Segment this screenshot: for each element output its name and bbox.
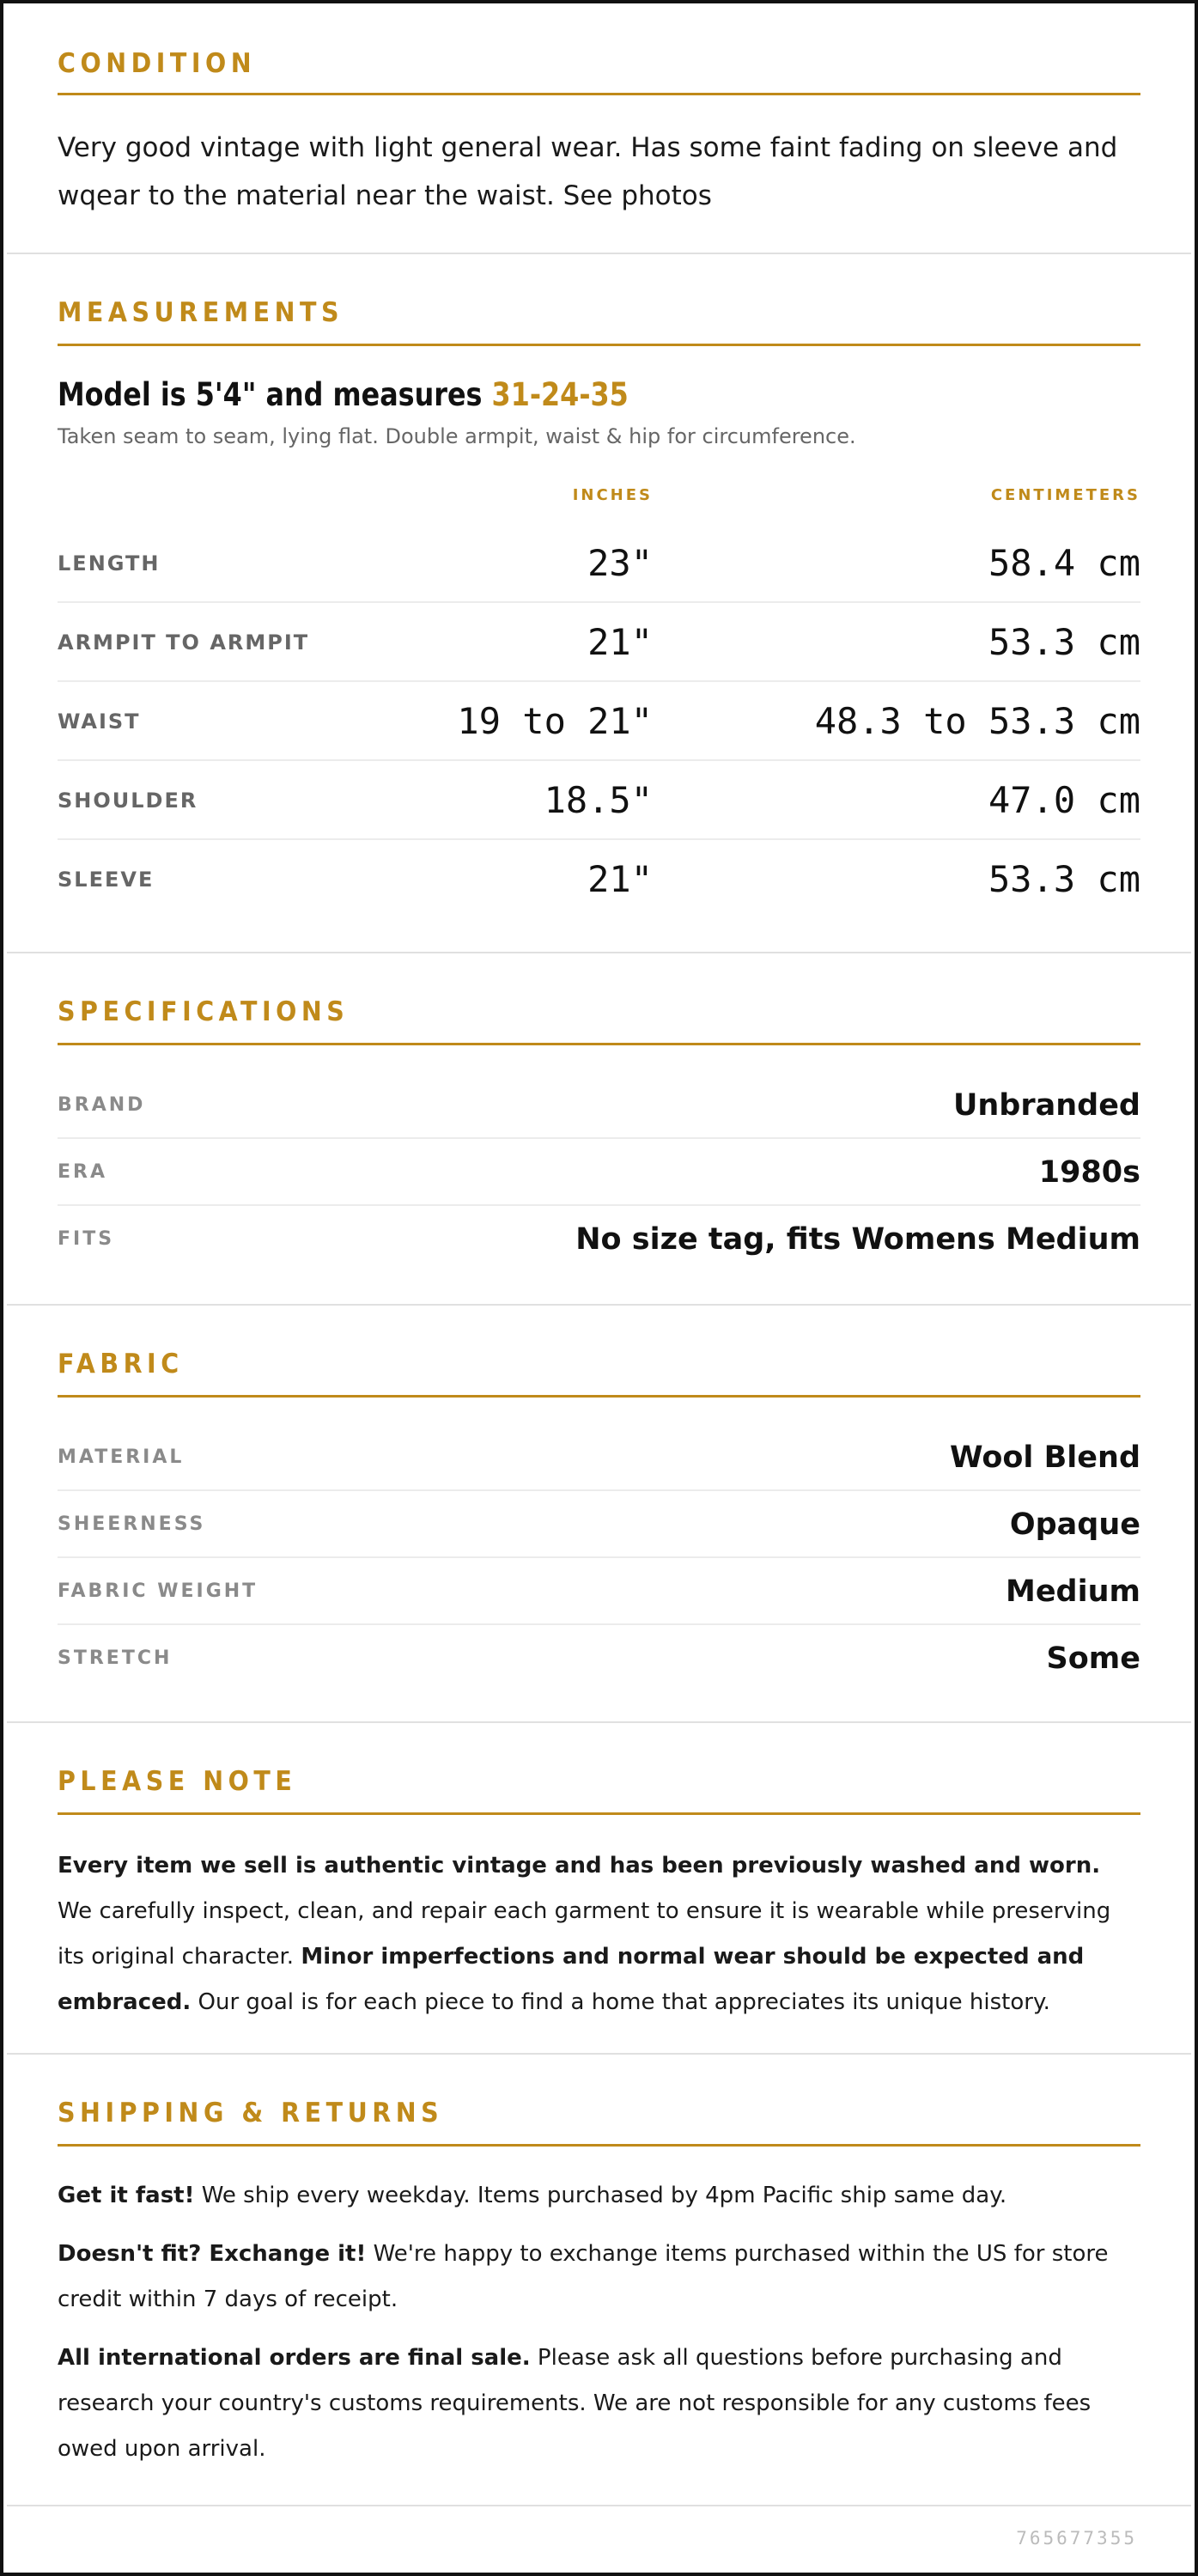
measurement-cm: 53.3 cm (988, 621, 1140, 663)
measurements-rule (58, 344, 1140, 346)
centimeters-column-header: CENTIMETERS (990, 486, 1140, 504)
shipping-international-paragraph (58, 2335, 1140, 2472)
fabric-label: MATERIAL (58, 1446, 185, 1468)
shipping-rule (58, 2144, 1140, 2147)
fabric-value: Medium (1005, 1574, 1140, 1609)
specifications-title: SPECIFICATIONS (58, 996, 350, 1027)
measurement-label: LENGTH (58, 551, 161, 575)
measurement-cm: 53.3 cm (988, 858, 1140, 900)
fabric-label: FABRIC WEIGHT (58, 1580, 258, 1602)
measurement-row-waist (58, 682, 1140, 761)
measurement-inches: 23" (587, 542, 653, 584)
fabric-rule (58, 1395, 1140, 1398)
shipping-fast-paragraph (58, 2173, 1140, 2219)
item-id: 765677355 (1016, 2528, 1137, 2549)
please-note-title: PLEASE NOTE (58, 1766, 297, 1797)
fabric-value: Wool Blend (949, 1440, 1140, 1475)
spec-row-brand (58, 1072, 1140, 1139)
fabric-section (7, 1306, 1191, 1723)
inches-column-header: INCHES (572, 486, 653, 504)
spec-label: FITS (58, 1228, 115, 1250)
spec-value: 1980s (1038, 1155, 1140, 1190)
fabric-value: Some (1046, 1641, 1140, 1676)
model-measurements (58, 376, 629, 413)
measurement-inches: 21" (587, 858, 653, 900)
specifications-rule (58, 1043, 1140, 1045)
measurement-inches: 19 to 21" (457, 700, 653, 742)
spec-label: ERA (58, 1161, 107, 1183)
measurement-label: SLEEVE (58, 868, 155, 892)
spec-value: No size tag, fits Womens Medium (575, 1222, 1140, 1257)
measurement-note: Taken seam to seam, lying flat. Double armpit, waist & hip for circumference. (58, 424, 856, 448)
please-note-section (7, 1723, 1191, 2055)
measurement-row-length (58, 524, 1140, 603)
shipping-exchange-text: We're happy to exchange items purchased within the US for store credit within 7 days of receipt. (58, 2241, 1109, 2312)
fabric-title: FABRIC (58, 1349, 184, 1379)
measurement-row-shoulder (58, 761, 1140, 840)
fabric-row-weight (58, 1558, 1140, 1625)
measurement-label: SHOULDER (58, 789, 198, 813)
measurements-title: MEASUREMENTS (58, 297, 344, 328)
fabric-row-sheerness (58, 1491, 1140, 1558)
measurement-label: ARMPIT TO ARMPIT (58, 630, 310, 655)
model-measure-value: 31-24-35 (491, 376, 629, 413)
shipping-exchange-bold: Doesn't fit? Exchange it! (58, 2241, 367, 2267)
measurements-section (7, 254, 1191, 953)
measurement-cm: 47.0 cm (988, 779, 1140, 821)
fabric-value: Opaque (1009, 1507, 1140, 1542)
condition-section (7, 3, 1191, 254)
measurement-cm: 48.3 to 53.3 cm (814, 700, 1140, 742)
spec-label: BRAND (58, 1094, 146, 1116)
shipping-fast-text: We ship every weekday. Items purchased by 4pm Pacific ship same day. (194, 2183, 1007, 2208)
shipping-section (7, 2055, 1191, 2506)
please-note-text (58, 1843, 1140, 2025)
measurement-inches: 18.5" (544, 779, 653, 821)
fabric-label: SHEERNESS (58, 1513, 206, 1535)
condition-title: CONDITION (58, 48, 257, 79)
note-text-goal: Our goal is for each piece to find a home that appreciates its unique history. (191, 1989, 1050, 2015)
model-prefix: Model is 5'4" and measures (58, 376, 492, 413)
shipping-title: SHIPPING & RETURNS (58, 2098, 444, 2128)
measurement-row-sleeve (58, 840, 1140, 919)
spec-row-era (58, 1139, 1140, 1206)
shipping-international-bold: All international orders are final sale. (58, 2345, 531, 2371)
note-text-inspect: We carefully inspect, clean, and repair each garment to ensure it is wearable while preserving its original character. (58, 1898, 1111, 1970)
fabric-row-material (58, 1424, 1140, 1491)
measurement-row-armpit (58, 603, 1140, 682)
shipping-international-text: Please ask all questions before purchasing and research your country's customs requirements. We are not responsible for any customs fees owed upon arrival. (58, 2345, 1092, 2462)
spec-row-fits (58, 1206, 1140, 1273)
spec-value: Unbranded (952, 1088, 1140, 1123)
fabric-label: STRETCH (58, 1647, 173, 1669)
note-bold-authentic: Every item we sell is authentic vintage and has been previously washed and worn. (58, 1853, 1101, 1879)
footer (7, 2506, 1191, 2573)
condition-rule (58, 93, 1140, 95)
shipping-fast-bold: Get it fast! (58, 2183, 195, 2208)
measurement-inches: 21" (587, 621, 653, 663)
shipping-exchange-paragraph (58, 2232, 1140, 2323)
fabric-row-stretch (58, 1625, 1140, 1692)
note-bold-imperfections: Minor imperfections and normal wear should be expected and embraced. (58, 1944, 1085, 2015)
please-note-rule (58, 1812, 1140, 1815)
condition-text: Very good vintage with light general wear. Has some faint fading on sleeve and wqear to the material near the waist. See photos (58, 132, 1118, 211)
measurement-label: WAIST (58, 709, 141, 734)
measurement-cm: 58.4 cm (988, 542, 1140, 584)
specifications-section (7, 953, 1191, 1306)
